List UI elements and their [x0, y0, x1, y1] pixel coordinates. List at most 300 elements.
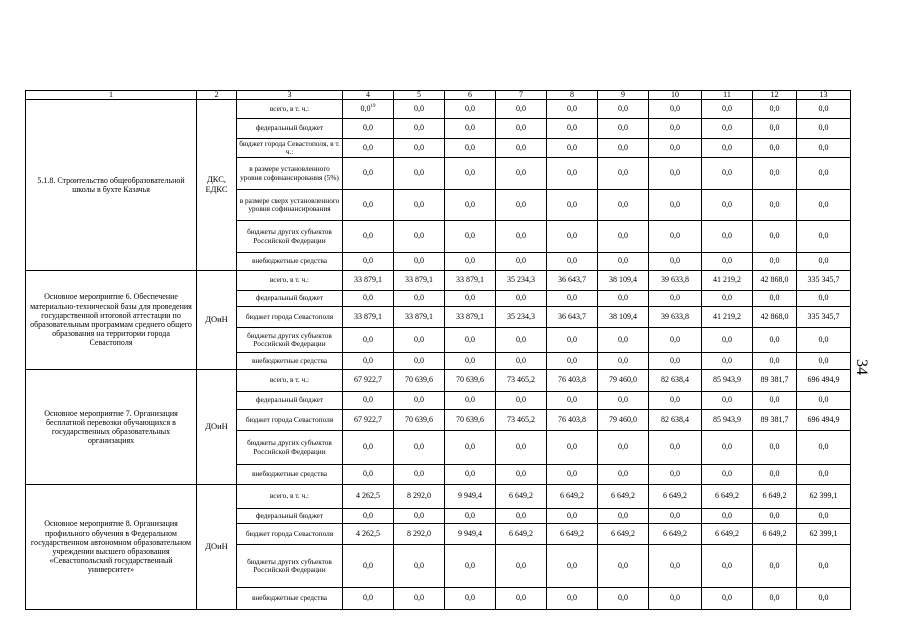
funding-source-label: федеральный бюджет	[237, 509, 343, 524]
value-cell	[702, 410, 753, 431]
value-cell	[343, 485, 394, 509]
value-text: 6 649,2	[560, 528, 584, 538]
value-cell	[753, 271, 797, 291]
value-cell	[394, 370, 445, 392]
value-cell	[753, 100, 797, 119]
value-cell	[445, 158, 496, 190]
value-cell	[702, 485, 753, 509]
value-text: 0,0	[722, 469, 732, 479]
column-header: 9	[598, 91, 649, 100]
value-text: 0,0	[567, 395, 577, 405]
value-text: 0,0	[818, 469, 829, 479]
value-text: 0,0	[465, 395, 475, 405]
value-text: 33 879,1	[405, 311, 433, 321]
value-text: 0,0	[722, 442, 732, 452]
value-text: 0,0	[818, 395, 829, 405]
value-cell	[702, 119, 753, 139]
value-cell	[547, 221, 598, 253]
value-text: 335 345,7	[807, 275, 840, 285]
value-text: 38 109,4	[609, 275, 637, 285]
value-cell	[445, 370, 496, 392]
value-cell	[753, 410, 797, 431]
value-cell	[649, 119, 702, 139]
value-cell	[445, 100, 496, 119]
value-text: 82 638,4	[661, 414, 689, 424]
value-cell	[598, 100, 649, 119]
value-cell	[394, 221, 445, 253]
value-cell	[394, 485, 445, 509]
value-text: 33 879,1	[456, 311, 484, 321]
value-text: 0,0	[818, 256, 829, 266]
value-cell	[547, 139, 598, 158]
value-cell	[649, 588, 702, 610]
value-cell	[598, 253, 649, 271]
value-text: 0,0	[363, 510, 373, 520]
value-cell	[343, 253, 394, 271]
value-text: 0,0	[722, 103, 732, 113]
value-text: 9 949,4	[458, 528, 482, 538]
value-cell	[753, 139, 797, 158]
value-cell	[702, 370, 753, 392]
value-cell	[598, 271, 649, 291]
value-text: 0,0	[818, 103, 829, 113]
value-cell	[445, 392, 496, 410]
value-cell	[753, 353, 797, 370]
value-text: 39 633,8	[661, 311, 689, 321]
value-cell	[394, 139, 445, 158]
value-text: 6 649,2	[509, 528, 533, 538]
value-text: 696 494,9	[807, 375, 840, 385]
value-cell	[598, 139, 649, 158]
value-text: 33 879,1	[405, 275, 433, 285]
value-cell	[343, 410, 394, 431]
value-cell	[496, 328, 547, 353]
value-text: 0,0	[465, 355, 475, 365]
value-text: 42 868,0	[760, 275, 789, 285]
value-cell	[445, 353, 496, 370]
activity-title: 5.1.8. Строительство общеобразовательной школы в бухте Казачья	[26, 100, 197, 271]
value-cell	[445, 291, 496, 307]
value-text: 0,0	[567, 103, 577, 113]
value-cell	[753, 485, 797, 509]
value-cell	[445, 465, 496, 485]
value-cell	[343, 370, 394, 392]
value-cell	[343, 119, 394, 139]
value-cell	[445, 253, 496, 271]
value-cell	[598, 370, 649, 392]
value-text: 0,0	[414, 510, 424, 520]
value-cell	[598, 221, 649, 253]
value-cell	[496, 410, 547, 431]
value-cell	[343, 431, 394, 465]
value-cell	[598, 291, 649, 307]
value-text: 35 234,3	[507, 275, 535, 285]
value-text: 0,0	[818, 142, 829, 152]
value-cell	[753, 158, 797, 190]
value-text: 0,0	[618, 560, 628, 570]
value-cell	[797, 485, 851, 509]
value-text: 0,0	[567, 256, 577, 266]
value-text: 0,0	[414, 560, 424, 570]
value-cell	[797, 353, 851, 370]
value-text: 9 949,4	[458, 491, 482, 501]
funding-source-label: в размере установленного уровня софинансирования (5%)	[237, 158, 343, 190]
value-cell	[649, 509, 702, 524]
value-text: 36 643,7	[558, 275, 586, 285]
value-cell	[547, 307, 598, 328]
value-text: 0,0	[465, 168, 475, 178]
value-text: 0,0	[769, 510, 780, 520]
value-text: 0,0	[363, 395, 373, 405]
value-text: 0,0	[465, 256, 475, 266]
value-text: 0,0	[670, 334, 680, 344]
value-cell	[343, 353, 394, 370]
value-text: 0,0	[567, 168, 577, 178]
value-text: 79 460,0	[609, 375, 637, 385]
value-cell	[797, 465, 851, 485]
value-cell	[394, 431, 445, 465]
footnote-mark: 19	[370, 103, 376, 109]
value-text: 0,0	[414, 395, 424, 405]
value-text: 6 649,2	[762, 491, 787, 501]
value-text: 0,0	[414, 231, 424, 241]
value-cell	[394, 545, 445, 588]
value-cell	[394, 465, 445, 485]
funding-source-label: всего, в т. ч.:	[237, 370, 343, 392]
value-text: 0,0	[618, 334, 628, 344]
value-text: 6 649,2	[715, 491, 739, 501]
value-cell	[547, 119, 598, 139]
value-cell	[598, 307, 649, 328]
value-text: 0,0	[769, 334, 780, 344]
value-text: 0,0	[567, 510, 577, 520]
value-text: 0,0	[414, 256, 424, 266]
value-cell	[797, 328, 851, 353]
value-cell	[496, 588, 547, 610]
value-cell	[547, 271, 598, 291]
value-text: 38 109,4	[609, 311, 637, 321]
value-text: 6 649,2	[715, 528, 739, 538]
value-text: 0,0	[670, 199, 680, 209]
value-cell	[753, 253, 797, 271]
value-text: 0,0	[618, 123, 628, 133]
value-text: 0,0	[567, 199, 577, 209]
value-cell	[649, 328, 702, 353]
value-cell	[496, 221, 547, 253]
value-cell	[343, 221, 394, 253]
value-cell	[753, 221, 797, 253]
value-cell	[649, 485, 702, 509]
table-row	[26, 271, 851, 291]
value-cell	[394, 271, 445, 291]
value-cell	[445, 328, 496, 353]
value-text: 0,0	[414, 334, 424, 344]
value-cell	[547, 291, 598, 307]
value-text: 0,0	[567, 123, 577, 133]
value-cell	[753, 465, 797, 485]
value-cell	[797, 431, 851, 465]
executor-cell: ДОиН	[197, 485, 237, 610]
value-text: 696 494,9	[807, 414, 840, 424]
column-header: 7	[496, 91, 547, 100]
value-cell	[649, 370, 702, 392]
value-text: 0,0	[465, 199, 475, 209]
value-text: 0,0	[769, 469, 780, 479]
budget-table	[25, 90, 851, 610]
column-header: 2	[197, 91, 237, 100]
value-text: 0,0	[363, 168, 373, 178]
value-cell	[753, 431, 797, 465]
value-text: 0,0	[618, 442, 628, 452]
value-cell	[797, 158, 851, 190]
funding-source-label: бюджет города Севастополя	[237, 410, 343, 431]
value-text: 0,0	[363, 469, 373, 479]
value-cell	[445, 221, 496, 253]
value-text: 70 639,6	[456, 414, 484, 424]
value-text: 0,0	[414, 168, 424, 178]
value-cell	[702, 509, 753, 524]
value-text: 0,0	[618, 510, 628, 520]
value-cell	[649, 139, 702, 158]
value-text: 0,0	[670, 395, 680, 405]
value-cell	[797, 271, 851, 291]
value-cell	[394, 509, 445, 524]
value-cell	[702, 253, 753, 271]
value-cell	[598, 485, 649, 509]
value-cell	[598, 410, 649, 431]
funding-source-label: внебюджетные средства	[237, 253, 343, 271]
value-cell	[702, 307, 753, 328]
value-cell	[445, 190, 496, 221]
value-text: 0,0	[567, 593, 577, 603]
value-text: 0,0	[516, 334, 526, 344]
value-text: 0,0	[567, 355, 577, 365]
value-text: 0,0	[670, 168, 680, 178]
value-cell	[547, 253, 598, 271]
value-cell	[547, 465, 598, 485]
column-header: 1	[26, 91, 197, 100]
value-cell	[702, 291, 753, 307]
value-text: 89 381,7	[760, 375, 789, 385]
value-cell	[649, 545, 702, 588]
funding-source-label: внебюджетные средства	[237, 353, 343, 370]
value-text: 70 639,6	[405, 375, 433, 385]
funding-source-label: бюджеты других субъектов Российской Федерации	[237, 431, 343, 465]
value-cell	[394, 291, 445, 307]
funding-source-label: всего, в т. ч.:	[237, 485, 343, 509]
value-text: 6 649,2	[560, 491, 584, 501]
value-cell	[649, 190, 702, 221]
value-text: 39 633,8	[661, 275, 689, 285]
value-text: 0,0	[618, 231, 628, 241]
value-text: 0,0	[618, 355, 628, 365]
value-cell	[496, 353, 547, 370]
value-cell	[598, 158, 649, 190]
funding-source-label: внебюджетные средства	[237, 465, 343, 485]
value-cell	[343, 588, 394, 610]
value-text: 0,0	[618, 142, 628, 152]
value-text: 0,0	[722, 199, 732, 209]
value-cell	[649, 465, 702, 485]
value-text: 6 649,2	[663, 528, 687, 538]
value-cell	[598, 545, 649, 588]
value-text: 6 649,2	[509, 491, 533, 501]
table-row	[26, 370, 851, 392]
value-text: 0,0	[722, 168, 732, 178]
value-text: 0,0	[360, 103, 371, 113]
value-text: 0,0	[516, 355, 526, 365]
value-text: 0,0	[670, 469, 680, 479]
value-cell	[753, 119, 797, 139]
value-text: 0,0	[414, 469, 424, 479]
value-cell	[702, 328, 753, 353]
value-cell	[343, 509, 394, 524]
value-cell	[445, 545, 496, 588]
value-cell	[547, 588, 598, 610]
value-text: 0,0	[465, 334, 475, 344]
value-cell	[343, 392, 394, 410]
value-text: 0,0	[567, 334, 577, 344]
value-cell	[702, 353, 753, 370]
value-text: 0,0	[363, 593, 373, 603]
value-text: 0,0	[818, 231, 829, 241]
value-text: 33 879,1	[354, 311, 382, 321]
column-header: 6	[445, 91, 496, 100]
value-cell	[598, 431, 649, 465]
value-cell	[343, 328, 394, 353]
value-text: 0,0	[722, 231, 732, 241]
value-cell	[547, 353, 598, 370]
value-text: 0,0	[722, 293, 732, 303]
value-text: 76 403,8	[558, 375, 586, 385]
value-text: 0,0	[567, 469, 577, 479]
value-cell	[702, 545, 753, 588]
value-text: 0,0	[722, 355, 732, 365]
value-cell	[496, 392, 547, 410]
value-cell	[343, 545, 394, 588]
value-cell	[797, 307, 851, 328]
value-cell	[496, 509, 547, 524]
value-text: 0,0	[567, 142, 577, 152]
value-text: 0,0	[618, 293, 628, 303]
value-text: 0,0	[818, 123, 829, 133]
value-text: 0,0	[769, 442, 780, 452]
value-text: 0,0	[363, 123, 373, 133]
value-text: 35 234,3	[507, 311, 535, 321]
value-cell	[649, 431, 702, 465]
value-text: 8 292,0	[407, 528, 431, 538]
value-cell	[496, 307, 547, 328]
value-text: 89 381,7	[760, 414, 789, 424]
value-text: 70 639,6	[405, 414, 433, 424]
value-text: 76 403,8	[558, 414, 586, 424]
value-text: 0,0	[618, 469, 628, 479]
value-cell	[547, 524, 598, 545]
value-cell	[496, 370, 547, 392]
funding-source-label: бюджеты других субъектов Российской Федерации	[237, 221, 343, 253]
value-text: 0,0	[769, 103, 780, 113]
funding-source-label: федеральный бюджет	[237, 392, 343, 410]
value-text: 0,0	[769, 256, 780, 266]
value-cell	[598, 524, 649, 545]
value-text: 33 879,1	[354, 275, 382, 285]
value-text: 0,0	[722, 560, 732, 570]
value-cell	[547, 370, 598, 392]
column-header: 11	[702, 91, 753, 100]
value-cell	[394, 410, 445, 431]
value-text: 0,0	[516, 256, 526, 266]
value-cell	[547, 392, 598, 410]
value-cell	[702, 190, 753, 221]
value-text: 0,0	[516, 442, 526, 452]
value-cell	[343, 190, 394, 221]
value-text: 0,0	[618, 103, 628, 113]
value-cell	[797, 221, 851, 253]
value-cell	[702, 392, 753, 410]
header-row	[26, 91, 851, 100]
value-cell	[547, 431, 598, 465]
activity-title: Основное мероприятие 6. Обеспечение материально-технической базы для проведения государственной итоговой аттестации по образовательным программам среднего общего образования на территории города Севастополя	[26, 271, 197, 370]
value-text: 70 639,6	[456, 375, 484, 385]
value-cell	[753, 307, 797, 328]
value-cell	[598, 465, 649, 485]
value-cell	[394, 119, 445, 139]
value-cell	[445, 119, 496, 139]
funding-source-label: всего, в т. ч.:	[237, 100, 343, 119]
value-text: 0,0	[363, 256, 373, 266]
value-text: 0,0	[414, 123, 424, 133]
value-cell	[547, 545, 598, 588]
value-cell	[797, 392, 851, 410]
value-cell	[394, 588, 445, 610]
value-text: 0,0	[670, 231, 680, 241]
value-cell	[649, 353, 702, 370]
value-text: 0,0	[414, 593, 424, 603]
value-cell	[649, 100, 702, 119]
value-cell	[797, 190, 851, 221]
value-cell	[445, 524, 496, 545]
funding-source-label: бюджет города Севастополя, в т. ч.:	[237, 139, 343, 158]
value-text: 0,0	[465, 103, 475, 113]
value-cell	[343, 158, 394, 190]
value-text: 0,0	[722, 510, 732, 520]
value-cell	[445, 271, 496, 291]
value-cell	[343, 524, 394, 545]
value-cell	[598, 392, 649, 410]
value-cell	[753, 524, 797, 545]
value-text: 0,0	[818, 355, 829, 365]
value-cell	[547, 190, 598, 221]
value-cell	[445, 509, 496, 524]
value-text: 0,0	[414, 199, 424, 209]
value-cell	[797, 119, 851, 139]
value-text: 0,0	[818, 293, 829, 303]
column-header: 13	[797, 91, 851, 100]
value-cell	[598, 119, 649, 139]
value-cell	[598, 588, 649, 610]
value-text: 6 649,2	[663, 491, 687, 501]
value-cell	[496, 465, 547, 485]
value-text: 0,0	[465, 469, 475, 479]
value-text: 0,0	[414, 103, 424, 113]
value-text: 0,0	[465, 593, 475, 603]
value-text: 0,0	[363, 293, 373, 303]
value-text: 0,0	[516, 293, 526, 303]
value-text: 0,0	[769, 142, 780, 152]
value-cell	[496, 524, 547, 545]
value-text: 0,0	[818, 199, 829, 209]
value-text: 73 465,2	[507, 414, 535, 424]
